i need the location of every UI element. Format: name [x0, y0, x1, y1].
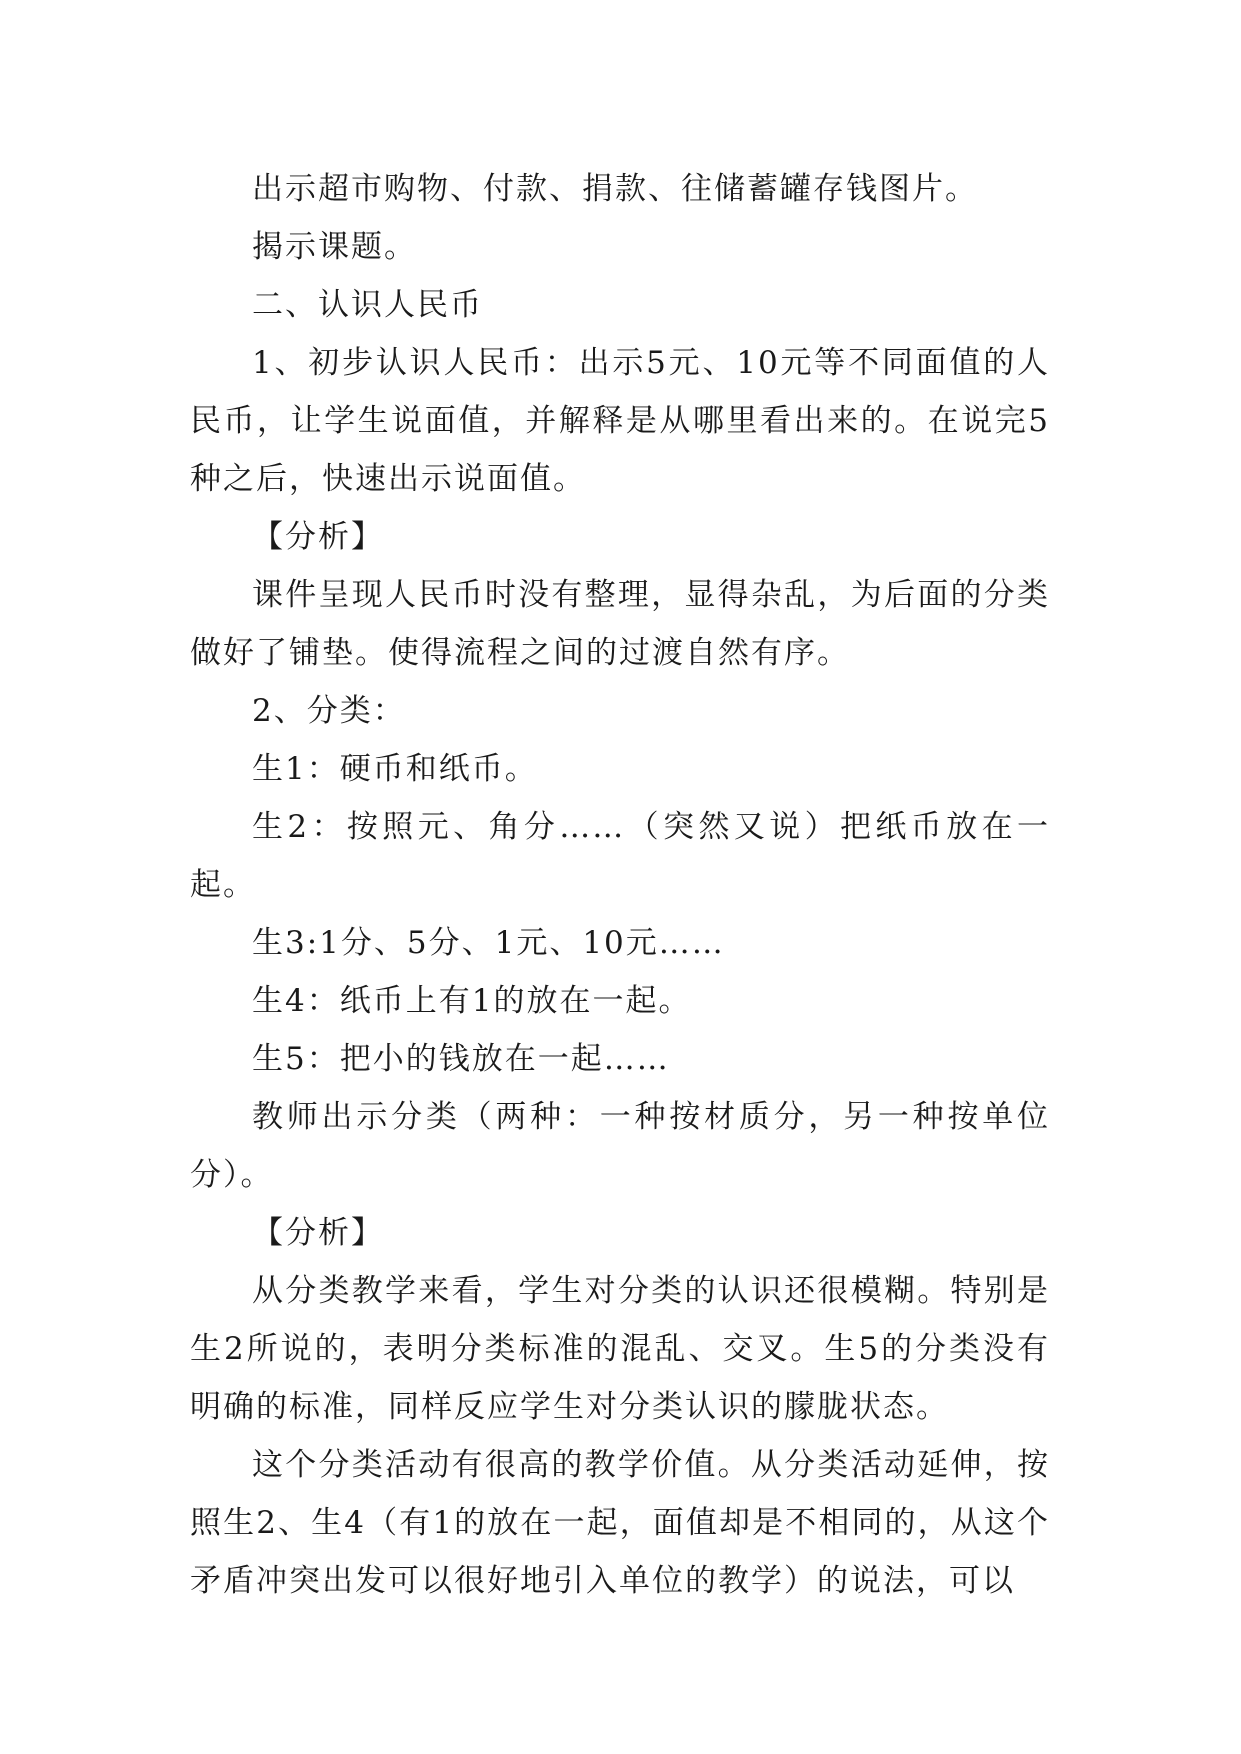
paragraph-teaching-value: 这个分类活动有很高的教学价值。从分类活动延伸，按照生2、生4（有1的放在一起，面值却是不相同的，从这个矛盾冲突出发可以很好地引入单位的教学）的说法，可以 [190, 1447, 1050, 1599]
paragraph-analysis-classification: 从分类教学来看，学生对分类的认识还很模糊。特别是生2所说的，表明分类标准的混乱、交叉。生5的分类没有明确的标准，同样反应学生对分类认识的朦胧状态。 [190, 1273, 1050, 1425]
student-answer-2: 生2：按照元、角分……（突然又说）把纸币放在一起。 [190, 809, 1050, 903]
student-answer-5: 生5：把小的钱放在一起…… [252, 1041, 670, 1077]
section-heading-recognize-rmb: 二、认识人民币 [252, 287, 483, 323]
paragraph-initial-recognition: 1、初步认识人民币：出示5元、10元等不同面值的人民币，让学生说面值，并解释是从哪里看出来的。在说完5种之后，快速出示说面值。 [190, 345, 1050, 497]
paragraph-analysis-courseware: 课件呈现人民币时没有整理，显得杂乱，为后面的分类做好了铺垫。使得流程之间的过渡自然有序。 [190, 577, 1050, 671]
analysis-heading: 【分析】 [252, 519, 384, 555]
subheading-classification: 2、分类： [252, 693, 406, 729]
student-answer-4: 生4：纸币上有1的放在一起。 [252, 983, 692, 1019]
student-answer-1: 生1：硬币和纸币。 [252, 751, 538, 787]
paragraph-shopping-images: 出示超市购物、付款、捐款、往储蓄罐存钱图片。 [252, 171, 978, 207]
paragraph-teacher-classification: 教师出示分类（两种：一种按材质分，另一种按单位分）。 [190, 1099, 1050, 1193]
analysis-heading: 【分析】 [252, 1215, 384, 1251]
document-body [190, 160, 1050, 1610]
paragraph-reveal-topic: 揭示课题。 [252, 229, 417, 265]
student-answer-3: 生3:1分、5分、1元、10元…… [252, 925, 725, 961]
